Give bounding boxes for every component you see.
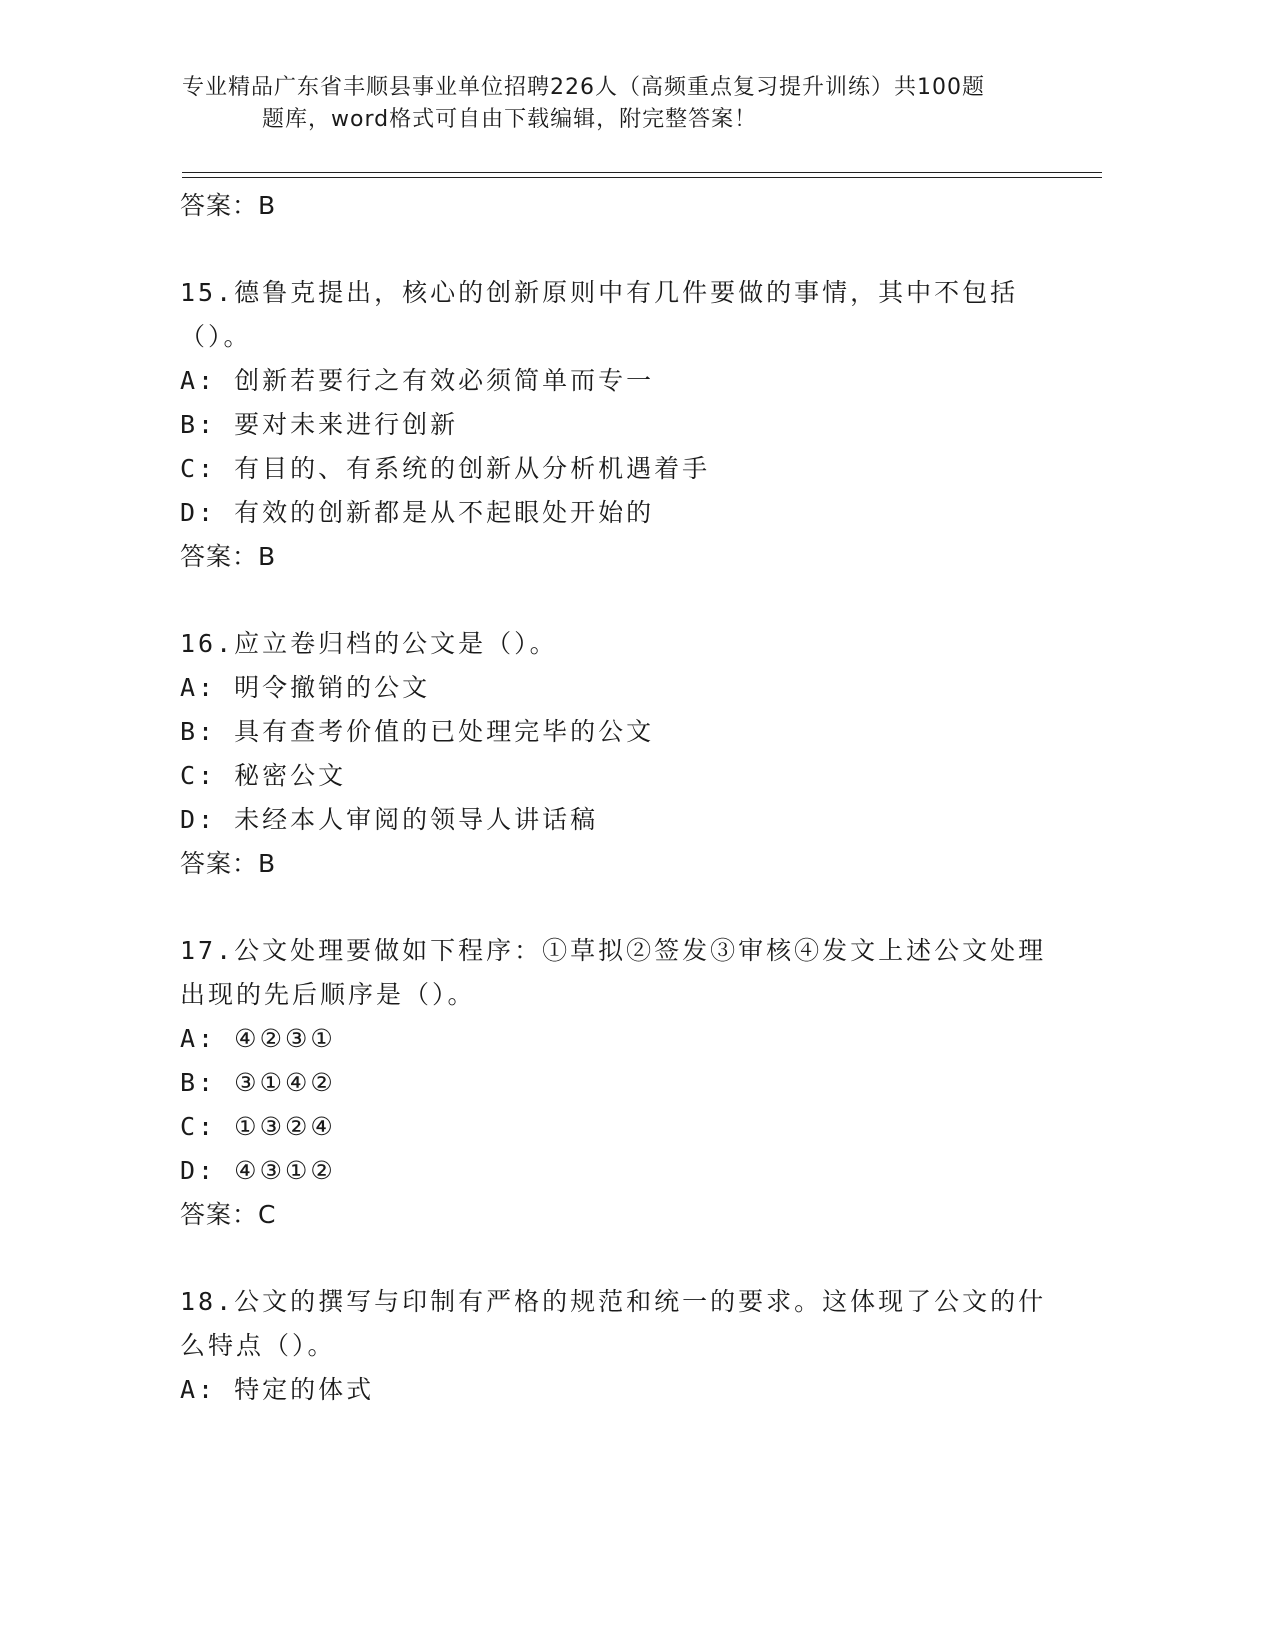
option-a (180, 359, 1060, 403)
header-title-line-2: 题库，word格式可自由下载编辑，附完整答案！ (262, 107, 758, 132)
option-c (180, 447, 1060, 491)
header-rule-bottom (182, 177, 1102, 178)
option-key: C: (180, 454, 217, 483)
option-text: 特定的体式 (234, 1375, 375, 1404)
question-item (180, 271, 1060, 579)
option-key: D: (180, 805, 217, 834)
header-rule-top (182, 172, 1102, 173)
option-key: B: (180, 410, 217, 439)
option-text: 有效的创新都是从不起眼处开始的 (234, 498, 655, 527)
question-item (180, 929, 1060, 1237)
option-text: 有目的、有系统的创新从分析机遇着手 (234, 454, 711, 483)
question-stem: 15.德鲁克提出，核心的创新原则中有几件要做的事情，其中不包括（）。 (180, 278, 1019, 351)
answer-line: 答案：C (180, 1200, 277, 1229)
question-stem: 17.公文处理要做如下程序：①草拟②签发③审核④发文上述公文处理出现的先后顺序是（）。 (180, 936, 1047, 1009)
option-text: ③①④② (234, 1068, 336, 1097)
option-text: 要对未来进行创新 (234, 410, 459, 439)
option-text: 未经本人审阅的领导人讲话稿 (234, 805, 599, 834)
option-key: A: (180, 673, 217, 702)
option-c (180, 754, 1060, 798)
header-title-line-1: 专业精品广东省丰顺县事业单位招聘226人（高频重点复习提升训练）共100题 (182, 75, 985, 100)
question-list (180, 184, 1060, 1412)
option-key: D: (180, 498, 217, 527)
document-header (182, 72, 1082, 136)
option-text: 具有查考价值的已处理完毕的公文 (234, 717, 655, 746)
option-key: D: (180, 1156, 217, 1185)
option-key: B: (180, 1068, 217, 1097)
option-a (180, 1368, 1060, 1412)
option-a (180, 666, 1060, 710)
option-d (180, 1149, 1060, 1193)
option-key: C: (180, 1112, 217, 1141)
option-text: ①③②④ (234, 1112, 336, 1141)
option-key: B: (180, 717, 217, 746)
option-a (180, 1017, 1060, 1061)
option-key: A: (180, 1024, 217, 1053)
option-b (180, 1061, 1060, 1105)
option-text: 明令撤销的公文 (234, 673, 431, 702)
option-b (180, 710, 1060, 754)
option-key: A: (180, 1375, 217, 1404)
option-text: 秘密公文 (234, 761, 347, 790)
question-stem: 16.应立卷归档的公文是（）。 (180, 629, 558, 658)
option-c (180, 1105, 1060, 1149)
question-item (180, 1280, 1060, 1412)
option-key: C: (180, 761, 217, 790)
answer-line: 答案：B (180, 191, 277, 220)
option-b (180, 403, 1060, 447)
question-item (180, 622, 1060, 886)
option-d (180, 798, 1060, 842)
option-text: 创新若要行之有效必须简单而专一 (234, 366, 655, 395)
option-text: ④②③① (234, 1024, 336, 1053)
option-d (180, 491, 1060, 535)
question-stem: 18.公文的撰写与印制有严格的规范和统一的要求。这体现了公文的什么特点（）。 (180, 1287, 1047, 1360)
option-key: A: (180, 366, 217, 395)
option-text: ④③①② (234, 1156, 336, 1185)
answer-line: 答案：B (180, 849, 277, 878)
answer-line: 答案：B (180, 542, 277, 571)
